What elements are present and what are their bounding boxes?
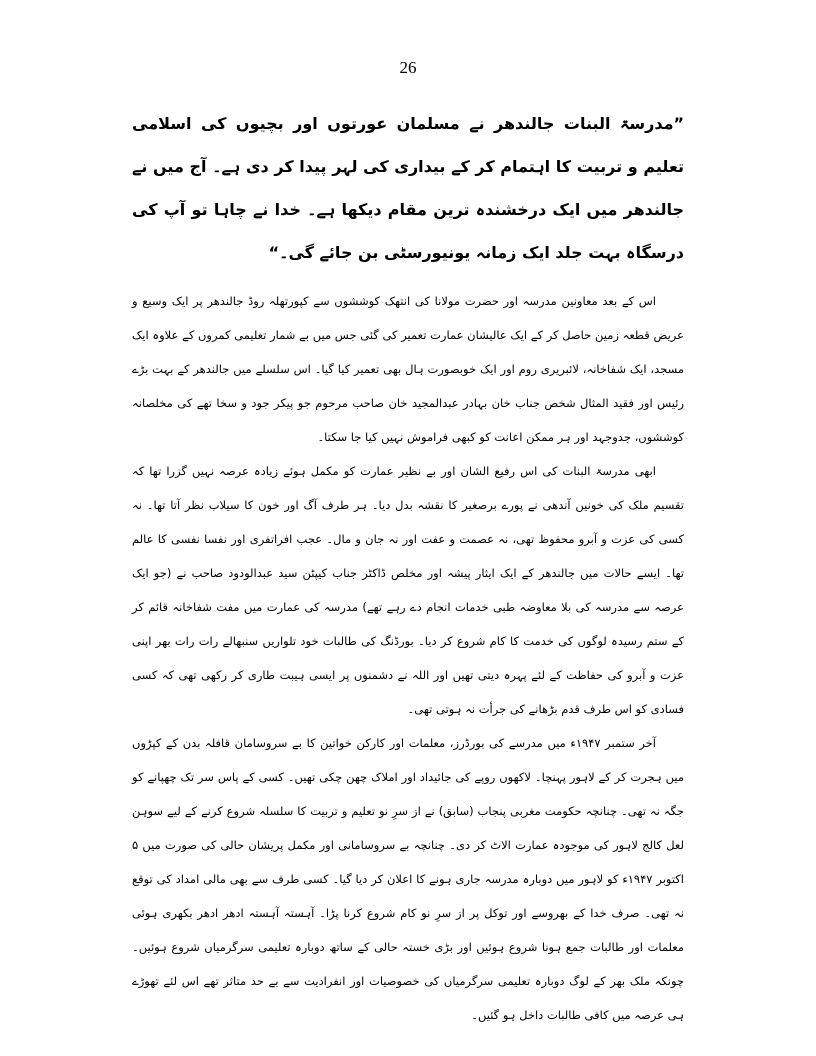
page-number: 26 [399, 58, 417, 77]
quote-block: ”مدرسۃ البنات جالندھر نے مسلمان عورتوں اور بچیوں کی اسلامی تعلیم و تربیت کا اہتمام کر کے بیداری کی لہر پیدا کر دی ہے۔ آج میں نے جالندھر میں ایک درخشندہ ترین مقام دیکھا ہے۔ خدا نے چاہا تو آپ کی درسگاہ بہت جلد ایک زمانہ یونیورسٹی بن جائے گی۔“ [132, 114, 684, 262]
paragraph-1: اس کے بعد معاونین مدرسہ اور حضرت مولانا کی انتھک کوششوں سے کپورتھلہ روڈ جالندھر پر ایک وسیع و عریض قطعہ زمین حاصل کر کے ایک عالیشان عمارت تعمیر کی گئی جس میں بے شمار تعلیمی کمروں کے علاوہ ایک مسجد، ایک شفاخانہ، لائبریری روم اور ایک خوبصورت ہال بھی تعمیر کیا گیا۔ اس سلسلے میں جالندھر کے بہت بڑے رئیس اور فقید المثال شخص جناب خان بہادر عبدالمجید خان صاحب مرحوم جو پیکر جود و سخا تھے کی مخلصانہ کوششوں، جدوجہد اور ہر ممکن اعانت کو کبھی فراموش نہیں کیا جا سکتا۔ [132, 294, 684, 444]
paragraph-2: ابھی مدرسۃ البنات کی اس رفیع الشان اور بے نظیر عمارت کو مکمل ہوئے زیادہ عرصہ نہیں گزرا تھا کہ تقسیم ملک کی خونیں آندھی نے پورے برصغیر کا نقشہ بدل دیا۔ ہر طرف آگ اور خون کا سیلاب نظر آتا تھا۔ نہ کسی کی عزت و آبرو محفوظ تھی، نہ عصمت و عفت اور نہ جان و مال۔ عجب افراتفری اور نفسا نفسی کا عالم تھا۔ ایسے حالات میں جالندھر کے ایک ایثار پیشہ اور مخلص ڈاکٹر جناب کیپٹن سید عبدالودود صاحب نے (جو ایک عرصہ سے مدرسہ کی بلا معاوضہ طبی خدمات انجام دے رہے تھے) مدرسہ کی عمارت میں مفت شفاخانہ قائم کر کے ستم رسیدہ لوگوں کی خدمت کا کام شروع کر دیا۔ بورڈنگ کی طالبات خود تلواریں سنبھالے رات رات بھر اپنی عزت و آبرو کی حفاظت کے لئے پہرہ دیتی تھیں اور اللہ نے دشمنوں پر ایسی ہیبت طاری کر رکھی تھی کہ کسی فسادی کو اس طرف قدم بڑھانے کی جرأت نہ ہوتی تھی۔ [132, 464, 684, 716]
paragraph-3: آخر ستمبر ۱۹۴۷ء میں مدرسے کی بورڈرز، معلمات اور کارکن خواتین کا بے سروسامان قافلہ بدن کے کپڑوں میں ہجرت کر کے لاہور پہنچا۔ لاکھوں روپے کی جائیداد اور املاک چھن چکی تھیں۔ کسی کے پاس سر تک چھپانے کو جگہ نہ تھی۔ چنانچہ حکومت مغربی پنجاب (سابق) نے از سرِ نو تعلیم و تربیت کا سلسلہ شروع کرنے کے لیے سوہن لعل کالج لاہور کی موجودہ عمارت الاٹ کر دی۔ چنانچہ بے سروسامانی اور مکمل پریشان حالی کی صورت میں ۵ اکتوبر ۱۹۴۷ء کو لاہور میں دوبارہ مدرسہ جاری ہونے کا اعلان کر دیا گیا۔ کسی طرف سے بھی مالی امداد کی توقع نہ تھی۔ صرف خدا کے بھروسے اور توکل پر از سرِ نو کام شروع کرنا پڑا۔ آہستہ آہستہ ادھر ادھر بکھری ہوئی معلمات اور طالبات جمع ہونا شروع ہوئیں اور بڑی خستہ حالی کے ساتھ دوبارہ تعلیمی سرگرمیاں شروع ہوئیں۔ چونکہ ملک بھر کے لوگ دوبارہ تعلیمی سرگرمیاں کی خصوصیات اور انفرادیت سے بے حد متاثر تھے اس لئے تھوڑے ہی عرصہ میں کافی طالبات داخل ہو گئیں۔ [132, 736, 684, 1022]
